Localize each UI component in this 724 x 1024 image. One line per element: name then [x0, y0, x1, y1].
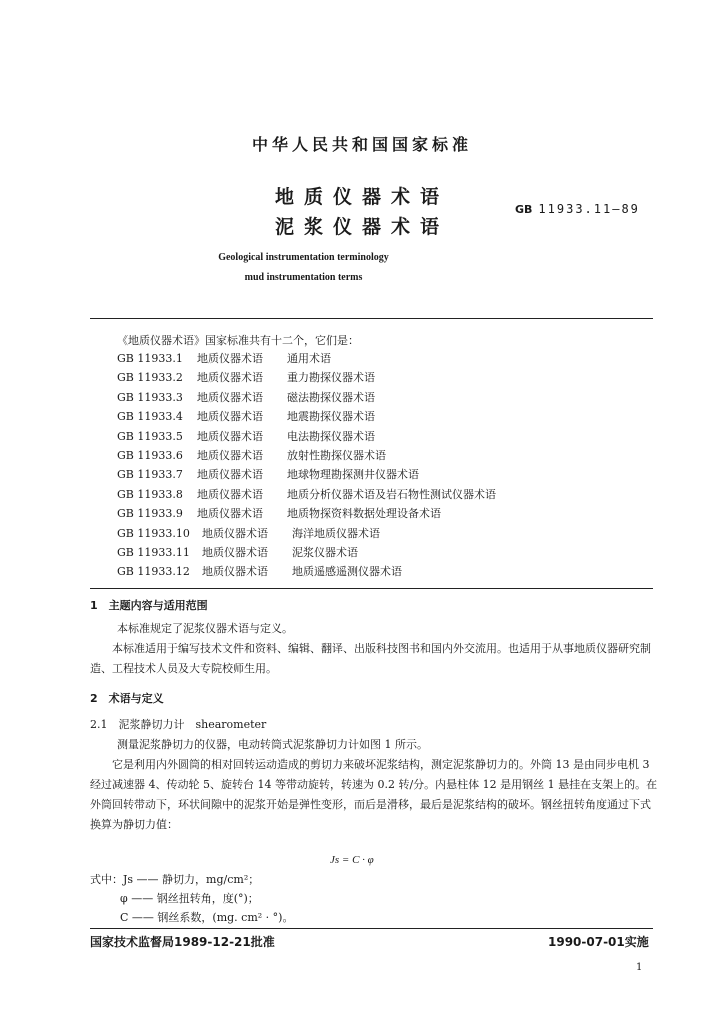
- intro-text: 《地质仪器术语》国家标准共有十二个，它们是：: [117, 334, 359, 347]
- section-1-para-2: 本标准适用于编写技术文件和资料、编辑、翻译、出版科技图书和国内外交流用。也适用于从事地质仪器研究制造、工程技术人员及大专院校师生用。: [90, 642, 651, 675]
- list-item: GB 11933.11 地质仪器术语 泥浆仪器术语: [117, 545, 358, 559]
- page-number: 1: [636, 962, 643, 973]
- list-item: GB 11933.8 地质仪器术语 地质分析仪器术语及岩石物性测试仪器术语: [117, 487, 496, 501]
- list-item: GB 11933.10 地质仪器术语 海洋地质仪器术语: [117, 526, 380, 540]
- section-divider: [90, 588, 653, 589]
- top-divider: [90, 318, 653, 319]
- english-title-line-1: Geological instrumentation terminology: [218, 252, 389, 263]
- list-item: GB 11933.7 地质仪器术语 地球物理勘探测井仪器术语: [117, 468, 419, 482]
- approval-date: 国家技术监督局1989-12-21批准: [90, 935, 275, 949]
- national-standard-heading: 中华人民共和国国家标准: [251, 135, 472, 154]
- english-title-line-2: mud instrumentation terms: [244, 272, 363, 283]
- section-1-para-1: 本标准规定了泥浆仪器术语与定义。: [117, 622, 293, 635]
- section-1-heading: 1 主题内容与适用范围: [90, 599, 208, 612]
- list-item: GB 11933.6 地质仪器术语 放射性勘探仪器术语: [117, 448, 386, 462]
- where-item: φ —— 钢丝扭转角，度(°)；: [120, 892, 259, 905]
- standards-list: [117, 350, 496, 583]
- effective-date: 1990-07-01实施: [548, 935, 649, 949]
- formula: Js = C · φ: [330, 854, 374, 866]
- list-item: GB 11933.1 地质仪器术语 通用术语: [117, 352, 331, 365]
- formula-legend: [90, 870, 293, 927]
- list-item: GB 11933.4 地质仪器术语 地震勘探仪器术语: [117, 410, 375, 424]
- standard-code-number: 11933.11—89: [538, 202, 640, 216]
- term-heading: 2.1 泥浆静切力计 shearometer: [90, 718, 267, 731]
- standard-code: [515, 202, 640, 216]
- list-item: GB 11933.3 地质仪器术语 磁法勘探仪器术语: [117, 390, 375, 404]
- list-item: GB 11933.9 地质仪器术语 地质物探资料数据处理设备术语: [117, 507, 441, 521]
- title-line-1: 地质仪器术语: [274, 186, 449, 208]
- footer-divider: [90, 928, 653, 929]
- standard-code-prefix: GB: [515, 203, 533, 216]
- where-item: Js —— 静切力，mg/cm²；: [123, 873, 260, 886]
- where-label: 式中：: [90, 873, 123, 886]
- term-para-1: 测量泥浆静切力的仪器，电动转筒式泥浆静切力计如图 1 所示。: [117, 738, 428, 751]
- list-item: GB 11933.5 地质仪器术语 电法勘探仪器术语: [117, 429, 375, 443]
- where-item: C —— 钢丝系数，(mg. cm² · °)。: [120, 911, 294, 924]
- term-para-2: 它是利用内外圆筒的相对回转运动造成的剪切力来破坏泥浆结构，测定泥浆静切力的。外筒 13 是由同步电机 3 经过减速器 4、传动轮 5、旋转台 14 等带动旋转，转速为 0.2 转/分。内悬柱体 12 是用钢丝 1 悬挂在支架上的。在外筒回转带动下，环状间隙中的泥浆开始是弹性变形，而后是滑移，最后是泥浆结构的破坏。钢丝扭转角度通过下式换算为静切力值：: [90, 758, 658, 831]
- list-item: GB 11933.12 地质仪器术语 地质遥感遥测仪器术语: [117, 565, 402, 579]
- section-2-heading: 2 术语与定义: [90, 692, 164, 705]
- title-line-2: 泥浆仪器术语: [274, 216, 449, 238]
- list-item: GB 11933.2 地质仪器术语 重力勘探仪器术语: [117, 371, 375, 385]
